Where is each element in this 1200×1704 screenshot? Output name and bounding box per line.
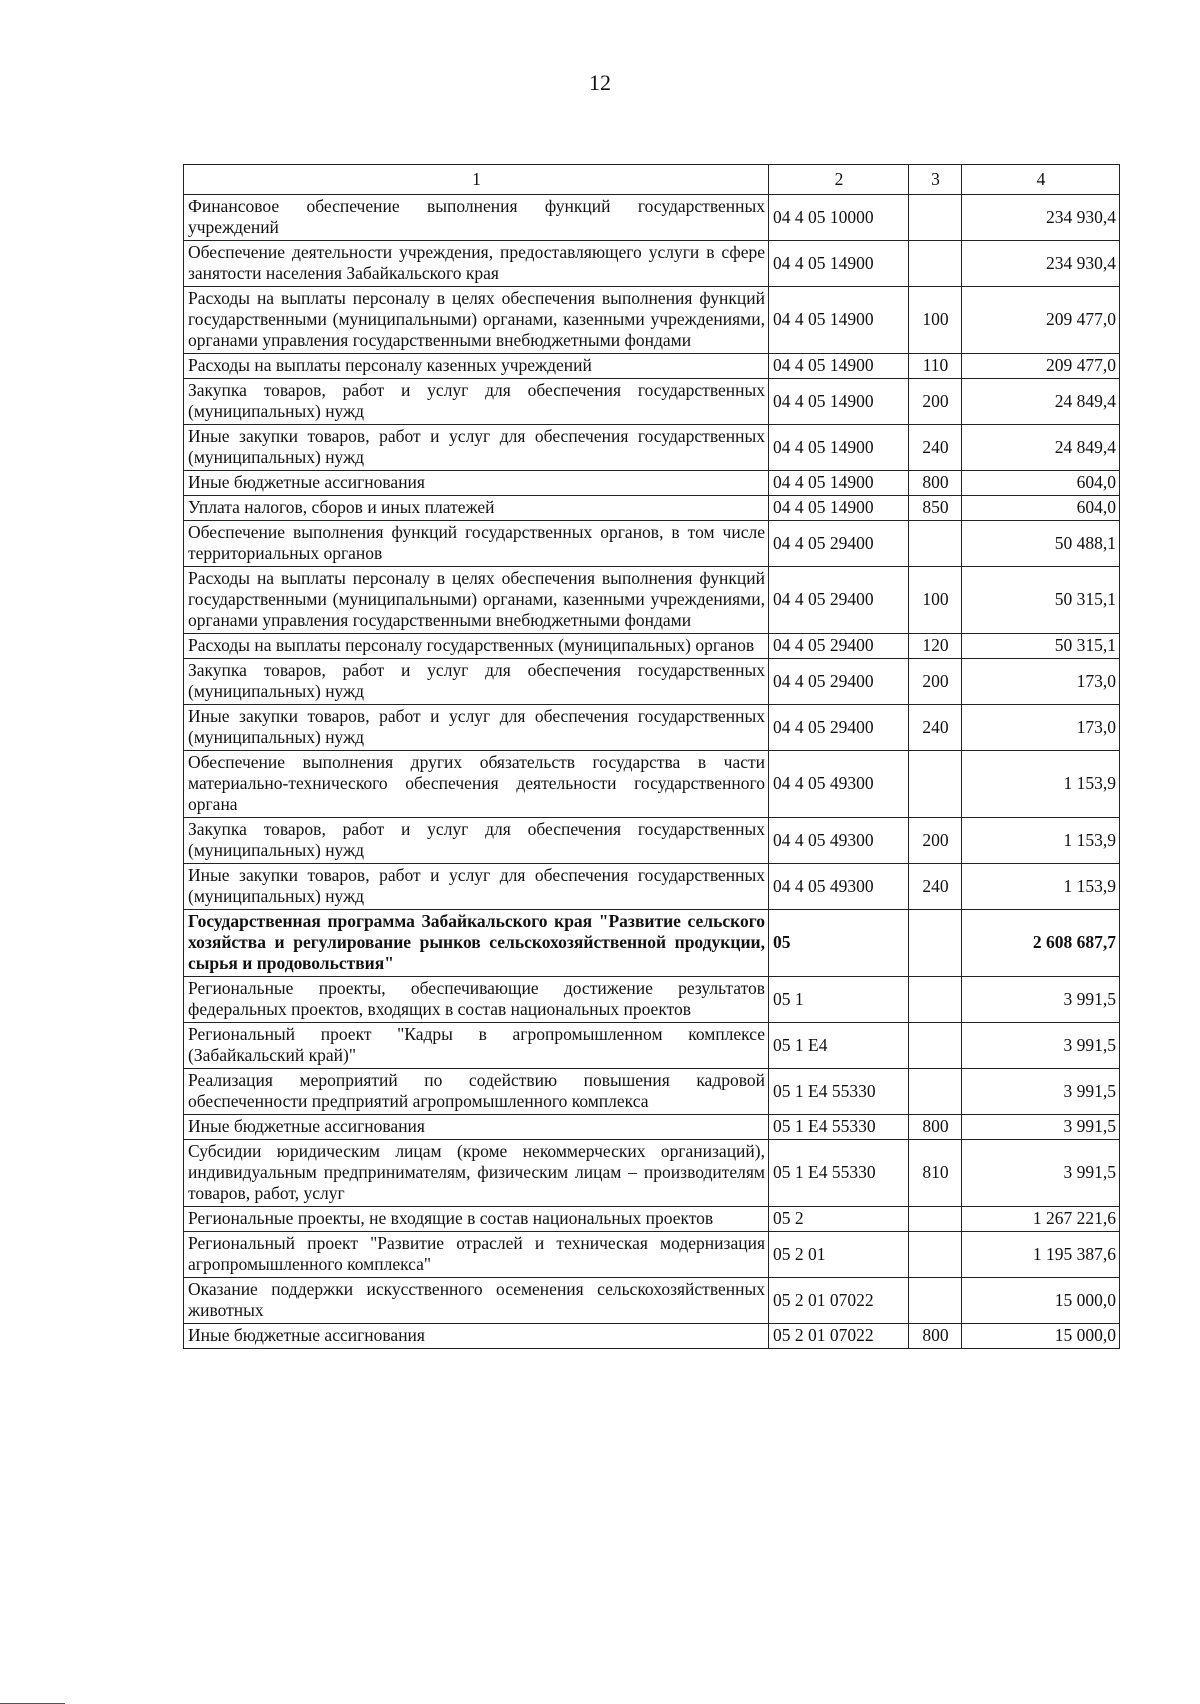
table-row bbox=[184, 977, 1120, 1023]
row-amount-cell: 1 153,9 bbox=[962, 818, 1120, 864]
row-code-cell: 05 2 01 07022 bbox=[769, 1278, 909, 1324]
table-row bbox=[184, 705, 1120, 751]
row-expense-type-cell: 810 bbox=[909, 1140, 962, 1207]
table-row bbox=[184, 659, 1120, 705]
row-amount-cell: 1 195 387,6 bbox=[962, 1232, 1120, 1278]
row-code-cell: 04 4 05 14900 bbox=[769, 287, 909, 354]
table-row bbox=[184, 195, 1120, 241]
table-row bbox=[184, 1278, 1120, 1324]
row-expense-type-cell bbox=[909, 521, 962, 567]
table-row bbox=[184, 818, 1120, 864]
row-name-cell: Реализация мероприятий по содействию повышения кадровой обеспеченности предприятий агропромышленного комплекса bbox=[184, 1069, 769, 1115]
row-amount-cell: 3 991,5 bbox=[962, 1140, 1120, 1207]
table-row bbox=[184, 521, 1120, 567]
row-expense-type-cell: 200 bbox=[909, 818, 962, 864]
table-row bbox=[184, 1023, 1120, 1069]
column-header-code: 2 bbox=[769, 165, 909, 195]
row-amount-cell: 24 849,4 bbox=[962, 379, 1120, 425]
row-code-cell: 04 4 05 49300 bbox=[769, 818, 909, 864]
row-expense-type-cell bbox=[909, 195, 962, 241]
row-expense-type-cell: 100 bbox=[909, 287, 962, 354]
row-name-cell: Обеспечение выполнения других обязательств государства в части материально-технического обеспечения деятельности государственного органа bbox=[184, 751, 769, 818]
column-header-name: 1 bbox=[184, 165, 769, 195]
row-code-cell: 05 1 Е4 55330 bbox=[769, 1115, 909, 1140]
row-amount-cell: 1 267 221,6 bbox=[962, 1207, 1120, 1232]
row-name-cell: Закупка товаров, работ и услуг для обеспечения государственных (муниципальных) нужд bbox=[184, 379, 769, 425]
row-expense-type-cell bbox=[909, 977, 962, 1023]
row-amount-cell: 3 991,5 bbox=[962, 1115, 1120, 1140]
row-amount-cell: 234 930,4 bbox=[962, 241, 1120, 287]
table-row bbox=[184, 567, 1120, 634]
table-row bbox=[184, 1207, 1120, 1232]
row-expense-type-cell bbox=[909, 1232, 962, 1278]
row-code-cell: 05 2 01 bbox=[769, 1232, 909, 1278]
row-code-cell: 04 4 05 49300 bbox=[769, 751, 909, 818]
table-row bbox=[184, 287, 1120, 354]
row-code-cell: 04 4 05 14900 bbox=[769, 241, 909, 287]
row-name-cell: Иные закупки товаров, работ и услуг для обеспечения государственных (муниципальных) нужд bbox=[184, 864, 769, 910]
row-name-cell: Иные бюджетные ассигнования bbox=[184, 1115, 769, 1140]
row-code-cell: 05 1 Е4 55330 bbox=[769, 1069, 909, 1115]
row-expense-type-cell: 800 bbox=[909, 1324, 962, 1349]
row-expense-type-cell: 100 bbox=[909, 567, 962, 634]
row-expense-type-cell: 110 bbox=[909, 354, 962, 379]
row-name-cell: Расходы на выплаты персоналу казенных учреждений bbox=[184, 354, 769, 379]
row-expense-type-cell: 200 bbox=[909, 379, 962, 425]
row-name-cell: Иные закупки товаров, работ и услуг для обеспечения государственных (муниципальных) нужд bbox=[184, 705, 769, 751]
row-name-cell: Иные закупки товаров, работ и услуг для обеспечения государственных (муниципальных) нужд bbox=[184, 425, 769, 471]
row-amount-cell: 173,0 bbox=[962, 705, 1120, 751]
row-amount-cell: 50 315,1 bbox=[962, 634, 1120, 659]
row-code-cell: 04 4 05 29400 bbox=[769, 634, 909, 659]
table-row bbox=[184, 1069, 1120, 1115]
row-code-cell: 05 1 Е4 55330 bbox=[769, 1140, 909, 1207]
row-name-cell: Закупка товаров, работ и услуг для обеспечения государственных (муниципальных) нужд bbox=[184, 659, 769, 705]
row-expense-type-cell bbox=[909, 751, 962, 818]
row-name-cell: Иные бюджетные ассигнования bbox=[184, 471, 769, 496]
row-name-cell: Расходы на выплаты персоналу в целях обеспечения выполнения функций государственными (муниципальными) органами, казенными учреждениями, органами управления государственными внебюджетными фондами bbox=[184, 287, 769, 354]
row-expense-type-cell: 850 bbox=[909, 496, 962, 521]
row-expense-type-cell bbox=[909, 241, 962, 287]
row-expense-type-cell: 120 bbox=[909, 634, 962, 659]
row-amount-cell: 1 153,9 bbox=[962, 864, 1120, 910]
row-amount-cell: 3 991,5 bbox=[962, 977, 1120, 1023]
row-expense-type-cell bbox=[909, 910, 962, 977]
row-amount-cell: 1 153,9 bbox=[962, 751, 1120, 818]
row-name-cell: Региональные проекты, не входящие в состав национальных проектов bbox=[184, 1207, 769, 1232]
row-amount-cell: 2 608 687,7 bbox=[962, 910, 1120, 977]
budget-table bbox=[183, 164, 1120, 1349]
row-amount-cell: 3 991,5 bbox=[962, 1069, 1120, 1115]
column-header-vr: 3 bbox=[909, 165, 962, 195]
row-code-cell: 05 2 01 07022 bbox=[769, 1324, 909, 1349]
row-code-cell: 04 4 05 29400 bbox=[769, 659, 909, 705]
row-code-cell: 04 4 05 14900 bbox=[769, 379, 909, 425]
row-amount-cell: 604,0 bbox=[962, 471, 1120, 496]
row-code-cell: 04 4 05 29400 bbox=[769, 705, 909, 751]
row-code-cell: 05 1 Е4 bbox=[769, 1023, 909, 1069]
row-expense-type-cell: 800 bbox=[909, 1115, 962, 1140]
row-amount-cell: 604,0 bbox=[962, 496, 1120, 521]
page-number: 12 bbox=[589, 70, 611, 95]
row-amount-cell: 15 000,0 bbox=[962, 1278, 1120, 1324]
row-code-cell: 04 4 05 49300 bbox=[769, 864, 909, 910]
row-name-cell: Расходы на выплаты персоналу государственных (муниципальных) органов bbox=[184, 634, 769, 659]
row-expense-type-cell: 200 bbox=[909, 659, 962, 705]
table-row bbox=[184, 910, 1120, 977]
row-expense-type-cell bbox=[909, 1207, 962, 1232]
table-body bbox=[184, 195, 1120, 1349]
row-amount-cell: 24 849,4 bbox=[962, 425, 1120, 471]
row-amount-cell: 209 477,0 bbox=[962, 287, 1120, 354]
table-row bbox=[184, 496, 1120, 521]
table-row bbox=[184, 1324, 1120, 1349]
row-code-cell: 04 4 05 14900 bbox=[769, 496, 909, 521]
table-row bbox=[184, 471, 1120, 496]
table-row bbox=[184, 379, 1120, 425]
row-amount-cell: 50 488,1 bbox=[962, 521, 1120, 567]
row-amount-cell: 50 315,1 bbox=[962, 567, 1120, 634]
row-name-cell: Обеспечение деятельности учреждения, предоставляющего услуги в сфере занятости населения Забайкальского края bbox=[184, 241, 769, 287]
row-name-cell: Закупка товаров, работ и услуг для обеспечения государственных (муниципальных) нужд bbox=[184, 818, 769, 864]
table-row bbox=[184, 864, 1120, 910]
row-amount-cell: 173,0 bbox=[962, 659, 1120, 705]
row-name-cell: Региональные проекты, обеспечивающие достижение результатов федеральных проектов, входящих в состав национальных проектов bbox=[184, 977, 769, 1023]
header-row bbox=[184, 165, 1120, 195]
row-code-cell: 04 4 05 14900 bbox=[769, 425, 909, 471]
table-header bbox=[184, 165, 1120, 195]
row-expense-type-cell: 240 bbox=[909, 864, 962, 910]
row-code-cell: 04 4 05 10000 bbox=[769, 195, 909, 241]
row-expense-type-cell bbox=[909, 1023, 962, 1069]
row-name-cell: Субсидии юридическим лицам (кроме некоммерческих организаций), индивидуальным предпринимателям, физическим лицам – производителям товаров, работ, услуг bbox=[184, 1140, 769, 1207]
row-code-cell: 04 4 05 29400 bbox=[769, 521, 909, 567]
row-amount-cell: 15 000,0 bbox=[962, 1324, 1120, 1349]
table-row bbox=[184, 634, 1120, 659]
column-header-amount: 4 bbox=[962, 165, 1120, 195]
row-name-cell: Региональный проект "Кадры в агропромышленном комплексе (Забайкальский край)" bbox=[184, 1023, 769, 1069]
row-name-cell: Оказание поддержки искусственного осеменения сельскохозяйственных животных bbox=[184, 1278, 769, 1324]
table-row bbox=[184, 1232, 1120, 1278]
row-code-cell: 05 1 bbox=[769, 977, 909, 1023]
table-row bbox=[184, 354, 1120, 379]
row-name-cell: Финансовое обеспечение выполнения функций государственных учреждений bbox=[184, 195, 769, 241]
row-code-cell: 04 4 05 14900 bbox=[769, 471, 909, 496]
row-expense-type-cell bbox=[909, 1278, 962, 1324]
row-name-cell: Региональный проект "Развитие отраслей и техническая модернизация агропромышленного комплекса" bbox=[184, 1232, 769, 1278]
row-expense-type-cell bbox=[909, 1069, 962, 1115]
row-expense-type-cell: 800 bbox=[909, 471, 962, 496]
table-row bbox=[184, 241, 1120, 287]
row-name-cell: Уплата налогов, сборов и иных платежей bbox=[184, 496, 769, 521]
row-name-cell: Обеспечение выполнения функций государственных органов, в том числе территориальных органов bbox=[184, 521, 769, 567]
table-row bbox=[184, 1115, 1120, 1140]
row-code-cell: 04 4 05 14900 bbox=[769, 354, 909, 379]
row-amount-cell: 209 477,0 bbox=[962, 354, 1120, 379]
row-expense-type-cell: 240 bbox=[909, 705, 962, 751]
table-row bbox=[184, 425, 1120, 471]
row-code-cell: 05 2 bbox=[769, 1207, 909, 1232]
row-amount-cell: 3 991,5 bbox=[962, 1023, 1120, 1069]
row-name-cell: Государственная программа Забайкальского края "Развитие сельского хозяйства и регулирование рынков сельскохозяйственной продукции, сырья и продовольствия" bbox=[184, 910, 769, 977]
row-name-cell: Расходы на выплаты персоналу в целях обеспечения выполнения функций государственными (муниципальными) органами, казенными учреждениями, органами управления государственными внебюджетными фондами bbox=[184, 567, 769, 634]
row-name-cell: Иные бюджетные ассигнования bbox=[184, 1324, 769, 1349]
table-row bbox=[184, 751, 1120, 818]
row-amount-cell: 234 930,4 bbox=[962, 195, 1120, 241]
row-expense-type-cell: 240 bbox=[909, 425, 962, 471]
table-row bbox=[184, 1140, 1120, 1207]
row-code-cell: 05 bbox=[769, 910, 909, 977]
row-code-cell: 04 4 05 29400 bbox=[769, 567, 909, 634]
